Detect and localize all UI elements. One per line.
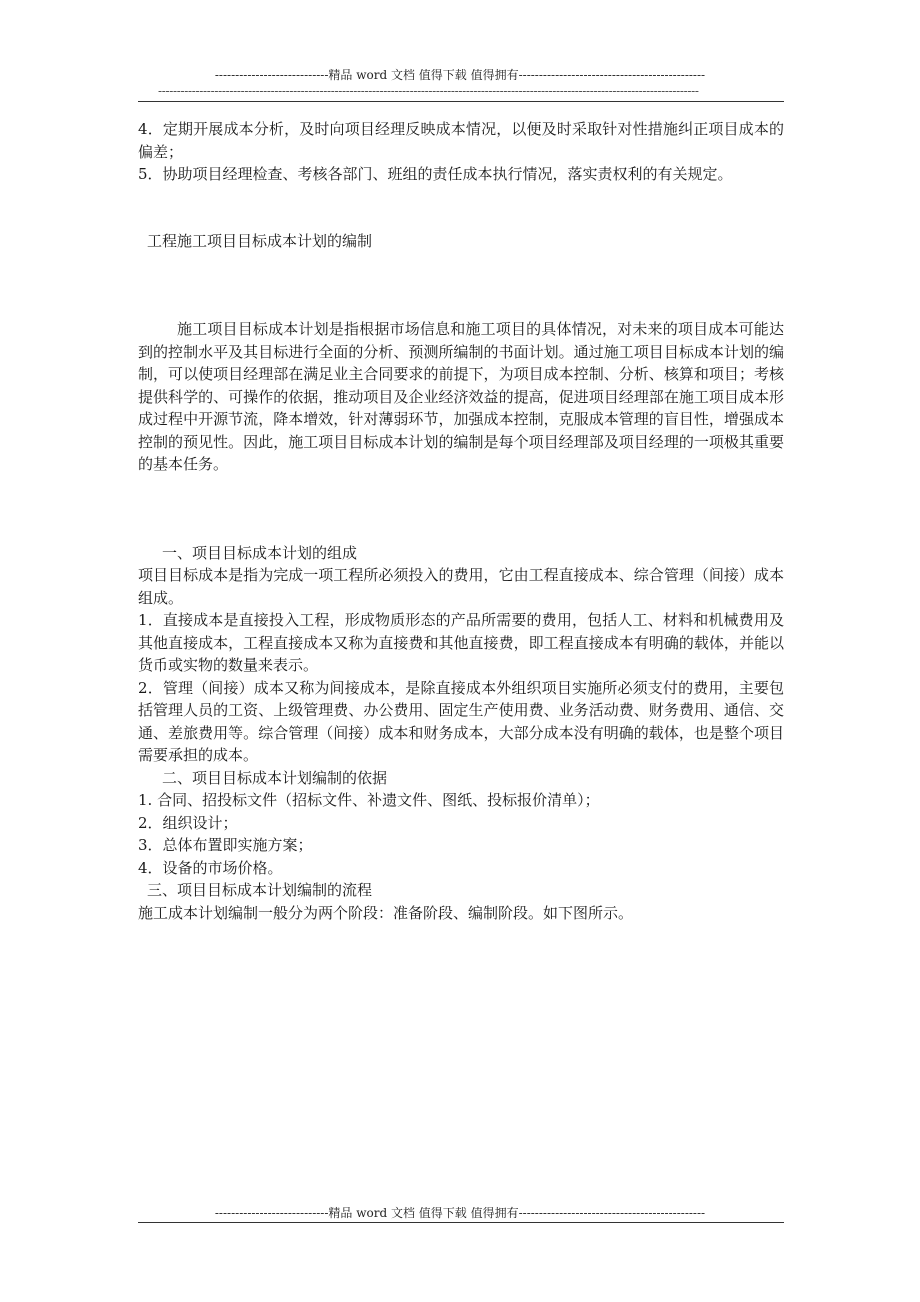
header-rule — [138, 101, 784, 102]
spacer — [138, 186, 784, 230]
document-body — [138, 118, 784, 924]
header-dash-line: ------------------------------------------------------------------------------------------------------------------------------------------------ — [158, 84, 699, 98]
composition-item-2: 2．管理（间接）成本又称为间接成本，是除直接成本外组织项目实施所必须支付的费用，主要包括管理人员的工资、上级管理费、办公费用、固定生产使用费、业务活动费、财务费用、通信、交通、差旅费用等。综合管理（间接）成本和财务成本，大部分成本没有明确的载体，也是整个项目需要承担的成本。 — [138, 678, 784, 764]
spacer — [138, 476, 784, 520]
heading-composition: 一、项目目标成本计划的组成 — [162, 543, 358, 562]
intro-paragraph: 施工项目目标成本计划是指根据市场信息和施工项目的具体情况，对未来的项目成本可能达到的控制水平及其目标进行全面的分析、预测所编制的书面计划。通过施工项目目标成本计划的编制，可以使项目经理部在满足业主合同要求的前提下，为项目成本控制、分析、核算和项目；考核提供科学的、可操作的依据，推动项目及企业经济效益的提高，促进项目经理部在施工项目成本形成过程中开源节流，降本增效，针对薄弱环节，加强成本控制，克服成本管理的盲目性，增强成本控制的预见性。因此，施工项目目标成本计划的编制是每个项目经理部及项目经理的一项极其重要的基本任务。 — [138, 320, 784, 473]
composition-item-1: 1．直接成本是直接投入工程，形成物质形态的产品所需要的费用，包括人工、材料和机械费用及其他直接成本，工程直接成本又称为直接费和其他直接费，即工程直接成本有明确的载体，并能以货币或实物的数量来表示。 — [138, 611, 784, 674]
process-text: 施工成本计划编制一般分为两个阶段：准备阶段、编制阶段。如下图所示。 — [138, 903, 634, 922]
footer-banner: ----------------------------精品 word 文档 值得下载 值得拥有---------------------------------------------- — [214, 1206, 706, 1220]
list-item-4: 4．定期开展成本分析，及时向项目经理反映成本情况，以便及时采取针对性措施纠正项目成本的偏差； — [138, 120, 784, 161]
section-title: 工程施工项目目标成本计划的编制 — [147, 231, 373, 250]
heading-process: 三、项目目标成本计划编制的流程 — [147, 881, 373, 899]
footer-rule — [138, 1222, 784, 1223]
composition-text: 项目目标成本是指为完成一项工程所必须投入的费用，它由工程直接成本、综合管理（间接）成本组成。 — [138, 566, 784, 607]
spacer — [138, 296, 784, 318]
list-item-5: 5．协助项目经理检查、考核各部门、班组的责任成本执行情况，落实责权利的有关规定。 — [138, 165, 733, 183]
spacer — [138, 520, 784, 542]
basis-item-2: 2．组织设计； — [138, 813, 238, 832]
basis-item-4: 4．设备的市场价格。 — [138, 858, 283, 877]
heading-basis: 二、项目目标成本计划编制的依据 — [162, 768, 388, 787]
spacer — [138, 252, 784, 296]
header-banner: ----------------------------精品 word 文档 值得下载 值得拥有---------------------------------------------- — [214, 68, 706, 82]
basis-item-3: 3．总体布置即实施方案； — [138, 836, 313, 854]
basis-item-1: 1. 合同、招投标文件（招标文件、补遗文件、图纸、投标报价清单）； — [138, 791, 600, 809]
